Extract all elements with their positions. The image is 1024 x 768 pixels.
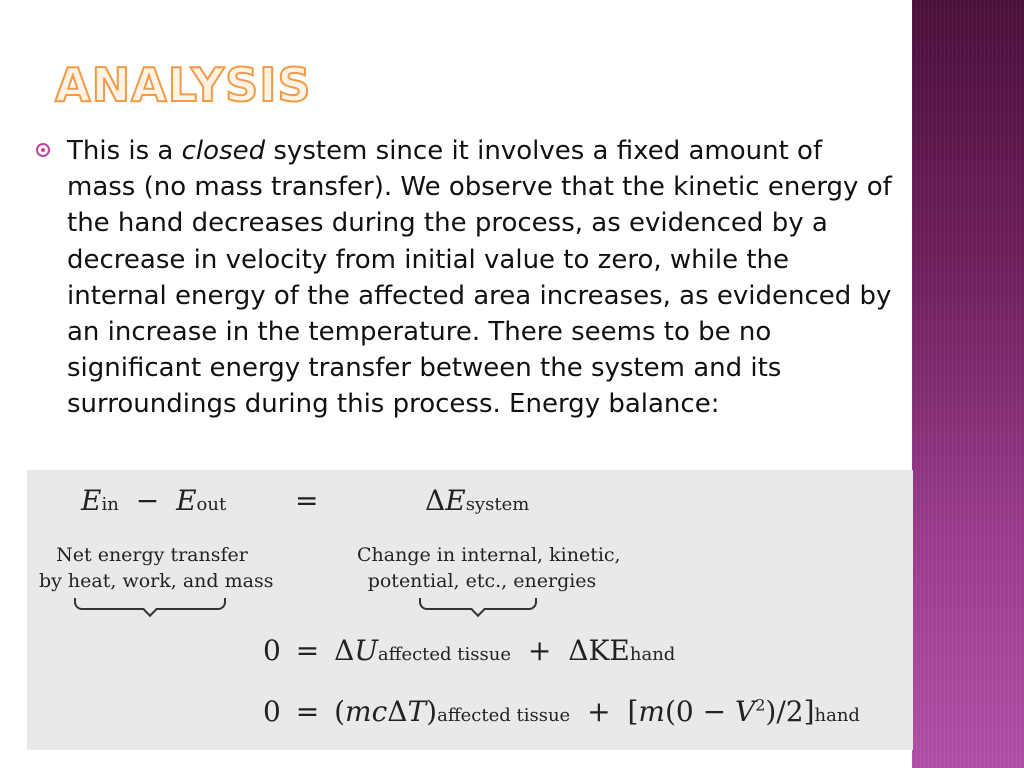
right-brace [419,598,537,610]
left-brace [74,598,226,610]
slide-title: ANALYSIS [55,58,312,112]
right-note [357,542,621,594]
bullet-text-before: This is a [67,136,182,166]
bullet-text [67,133,896,423]
subscript-out: out [196,494,227,515]
circle-bullet-icon [36,143,50,157]
delta-e-system: ΔEsystem [425,484,530,517]
bullet-text-after: system since it involves a fixed amount of mass (no mass transfer). We observe that the kinetic energy of the hand decreases during the process, as evidenced by a decrease in velocity from initial value to zero, while the internal energy of the affected area increases, as evidenced by an increase in the temperature. There seems to be no significant energy transfer between the system and its surroundings during this process. Energy balance: [67,136,892,420]
bullet-item [36,133,896,423]
energy-balance-figure [27,470,913,750]
subscript-hand-1: hand [629,644,676,665]
left-note-line1: Net energy transfer [56,544,248,566]
bullet-text-emphasis: closed [181,136,266,166]
equation-row-3: 0 = (mcΔT)affected tissue + $[m(0 - V^2)/2]hand$ [263,695,860,728]
subscript-system: system [465,494,530,515]
subscript-in: in [101,494,119,515]
right-note-line2: potential, etc., energies [367,570,597,592]
right-note-line1: Change in internal, kinetic, [357,544,621,566]
left-note [39,542,274,594]
subscript-affected-1: affected tissue [377,644,512,665]
equation-energy-balance: Ein − Eout [81,484,227,517]
left-note-line2: by heat, work, and mass [39,570,274,592]
equation-row-2: 0 = ΔUaffected tissue + ΔKEhand [263,634,676,667]
equals-sign: = [295,484,319,517]
decorative-side-band [912,0,1024,768]
subscript-hand-2: hand [814,705,860,726]
subscript-affected-2: affected tissue [437,705,571,726]
